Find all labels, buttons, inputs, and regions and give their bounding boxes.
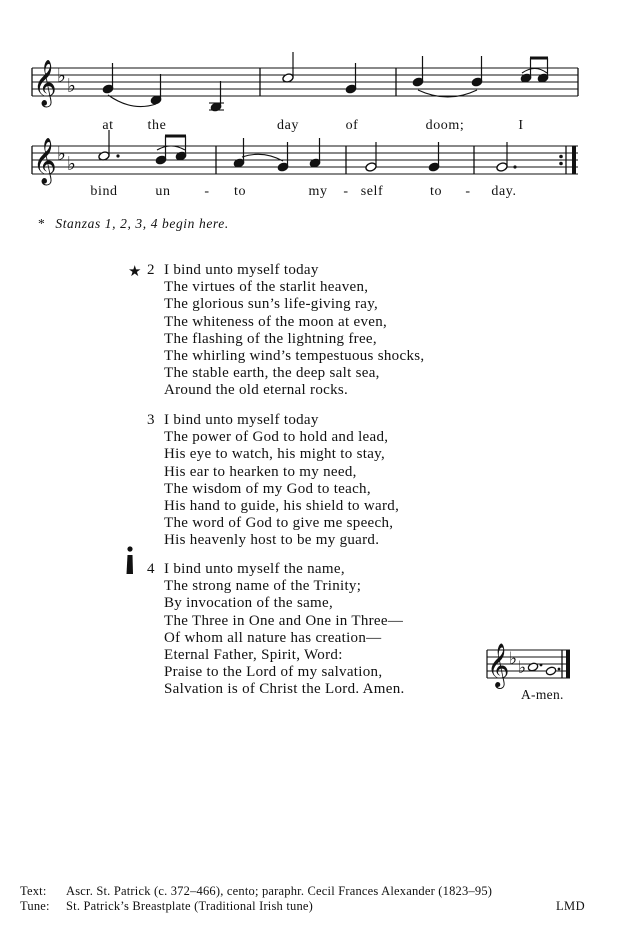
stanza-star-marker: ★ bbox=[128, 264, 142, 280]
stanza-line: I bind unto myself the name, bbox=[164, 561, 345, 577]
key-flat: ♭ bbox=[518, 658, 527, 678]
stanza-line: The stable earth, the deep salt sea, bbox=[164, 365, 380, 382]
stanza-line: The wisdom of my God to teach, bbox=[164, 480, 371, 497]
lyric-syllable: day bbox=[276, 118, 300, 133]
lyric-syllable: bind bbox=[90, 184, 118, 199]
tune-credit-value: St. Patrick’s Breastplate (Traditional Irish tune) bbox=[66, 899, 313, 913]
text-credit bbox=[20, 884, 492, 899]
stanza-line: The whirling wind’s tempestuous shocks, bbox=[164, 348, 425, 365]
stanza-line: His hand to guide, his shield to ward, bbox=[164, 498, 400, 515]
stanza-line: The word of God to give me speech, bbox=[164, 515, 394, 532]
key-flat: ♭ bbox=[57, 65, 66, 87]
stanza-line: The whiteness of the moon at even, bbox=[164, 313, 388, 330]
text-credit-label: Text: bbox=[20, 884, 47, 898]
amen-lyric: A-men. bbox=[521, 687, 564, 702]
lyric-syllable: I bbox=[518, 118, 524, 133]
stanza-line: I bind unto myself today bbox=[164, 412, 319, 428]
lyric-syllable: my bbox=[308, 184, 328, 199]
credits bbox=[20, 884, 492, 914]
tune-credit bbox=[20, 899, 492, 914]
lyric-syllable: day. bbox=[491, 184, 517, 199]
stanza-line: I bind unto myself today bbox=[164, 262, 319, 278]
key-flat: ♭ bbox=[67, 153, 76, 175]
stanza-line: Of whom all nature has creation— bbox=[164, 629, 382, 646]
stanza-line: By invocation of the same, bbox=[164, 595, 334, 612]
lyric-hyphen: - bbox=[204, 184, 210, 199]
lyric-syllable: un bbox=[155, 184, 171, 199]
lyric-syllable: doom; bbox=[425, 118, 465, 133]
treble-clef: 𝄞 bbox=[33, 60, 57, 106]
stanza-line: Praise to the Lord of my salvation, bbox=[164, 664, 383, 681]
lyric-syllable: self bbox=[360, 184, 384, 199]
stanza-line: The flashing of the lightning free, bbox=[164, 330, 377, 347]
stanza-number: 3 bbox=[147, 412, 155, 428]
stanza-line: His ear to hearken to my need, bbox=[164, 463, 357, 480]
tune-credit-label: Tune: bbox=[20, 899, 50, 913]
lyric-syllable: to bbox=[233, 184, 247, 199]
stanza-line: Around the old eternal rocks. bbox=[164, 382, 349, 399]
stanza-line: The glorious sun’s life-giving ray, bbox=[164, 296, 379, 313]
stanza-line: The Three in One and One in Three— bbox=[164, 612, 404, 629]
lyric-syllable: the bbox=[147, 118, 167, 133]
stanza-line: Eternal Father, Spirit, Word: bbox=[164, 647, 343, 664]
footnote-text: Stanzas 1, 2, 3, 4 begin here. bbox=[55, 216, 229, 231]
lyric-syllable: of bbox=[345, 118, 359, 133]
key-flat: ♭ bbox=[67, 75, 76, 97]
text-credit-value: Ascr. St. Patrick (c. 372–466), cento; paraphr. Cecil Frances Alexander (1823–95) bbox=[66, 884, 493, 898]
stanza-line: His eye to watch, his might to stay, bbox=[164, 446, 386, 463]
stanza-line: The virtues of the starlit heaven, bbox=[164, 279, 369, 296]
key-flat: ♭ bbox=[509, 649, 518, 669]
stanza-line: Salvation is of Christ the Lord. Amen. bbox=[164, 681, 405, 698]
stanza-number: 2 bbox=[147, 262, 155, 278]
stanza-line: The power of God to hold and lead, bbox=[164, 429, 389, 446]
footnote-marker: * bbox=[38, 216, 46, 231]
lyric-hyphen: - bbox=[465, 184, 471, 199]
treble-clef: 𝄞 bbox=[487, 643, 510, 687]
key-flat: ♭ bbox=[57, 143, 66, 165]
stanza-line: His heavenly host to be my guard. bbox=[164, 532, 380, 549]
treble-clef: 𝄞 bbox=[33, 138, 57, 184]
lyric-syllable: to bbox=[429, 184, 443, 199]
meter-label: LMD bbox=[556, 899, 585, 913]
lyric-syllable: at bbox=[102, 118, 114, 133]
stanza-line: The strong name of the Trinity; bbox=[164, 578, 362, 595]
stanza-number: 4 bbox=[147, 561, 155, 577]
lyric-hyphen: - bbox=[343, 184, 349, 199]
